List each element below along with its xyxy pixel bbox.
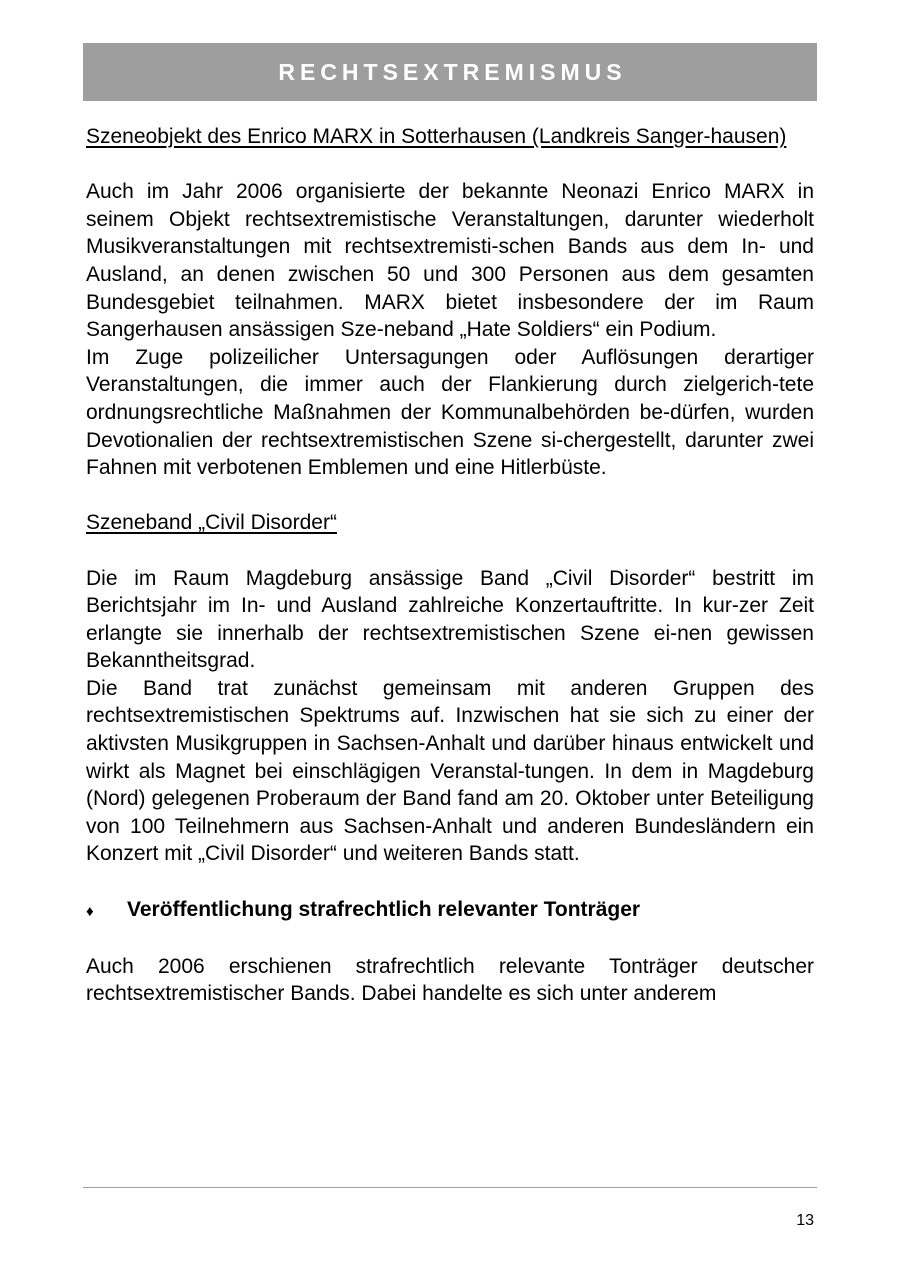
spacer <box>86 151 814 179</box>
paragraph-marx-1: Auch im Jahr 2006 organisierte der bekannte Neonazi Enrico MARX in seinem Objekt rechtsextremistische Veranstaltungen, darunter wiederholt Musikveranstaltungen mit rechtsextremisti-schen Bands aus dem In- und Ausland, an denen zwischen 50 und 300 Personen aus dem gesamten Bundesgebiet teilnahmen. MARX bietet insbesondere der im Raum Sangerhausen ansässigen Sze-neband „Hate Soldiers“ ein Podium. <box>86 180 814 342</box>
spacer <box>86 482 814 510</box>
paragraph-marx-2: Im Zuge polizeilicher Untersagungen oder Auflösungen derartiger Veranstaltungen, die immer auch der Flankierung durch zielgerich-tete ordnungsrechtliche Maßnahmen der Kommunalbehörden be-dürfen, wurden Devotionalien der rechtsextremistischen Szene si-chergestellt, darunter zwei Fahnen mit verbotenen Emblemen und eine Hitlerbüste. <box>86 345 814 480</box>
diamond-bullet-icon: ♦ <box>86 902 94 920</box>
section-title: RECHTSEXTREMISMUS <box>278 58 627 85</box>
paragraph-civil-disorder-2: Die Band trat zunächst gemeinsam mit anderen Gruppen des rechtsextremistischen Spektrums auf. Inzwischen hat sie sich zu einer der aktivsten Musikgruppen in Sachsen-Anhalt und darüber hinaus entwickelt und wirkt als Magnet bei einschlägigen Veranstal-tungen. In dem in Magdeburg (Nord) gelegenen Proberaum der Band fand am 20. Oktober unter Beteiligung von 100 Teilnehmern aus Sachsen-Anhalt und anderen Bundesländern ein Konzert mit „Civil Disorder“ und weiteren Bands statt. <box>86 676 814 866</box>
page-number: 13 <box>796 1212 814 1229</box>
page-content <box>86 123 814 1008</box>
bullet-heading-tontraeger: Veröffentlichung strafrechtlich relevanter Tonträger <box>127 897 641 921</box>
section-header-bar <box>83 43 817 101</box>
paragraph-tontraeger-1: Auch 2006 erschienen strafrechtlich relevante Tonträger deutscher rechtsextremistischer Bands. Dabei handelte es sich unter anderem <box>86 954 814 1006</box>
section-heading-marx: Szeneobjekt des Enrico MARX in Sotterhausen (Landkreis Sanger-hausen) <box>86 125 787 148</box>
spacer <box>86 868 814 896</box>
paragraph-civil-disorder-1: Die im Raum Magdeburg ansässige Band „Civil Disorder“ bestritt im Berichtsjahr im In- und Ausland zahlreiche Konzertauftritte. In kur-zer Zeit erlangte sie innerhalb der rechtsextremistischen Szene ei-nen gewissen Bekanntheitsgrad. <box>86 566 814 673</box>
section-heading-civil-disorder: Szeneband „Civil Disorder“ <box>86 511 337 535</box>
footer-divider <box>83 1187 817 1188</box>
spacer <box>86 537 814 565</box>
spacer <box>86 925 814 953</box>
bullet-heading-row <box>86 896 814 926</box>
